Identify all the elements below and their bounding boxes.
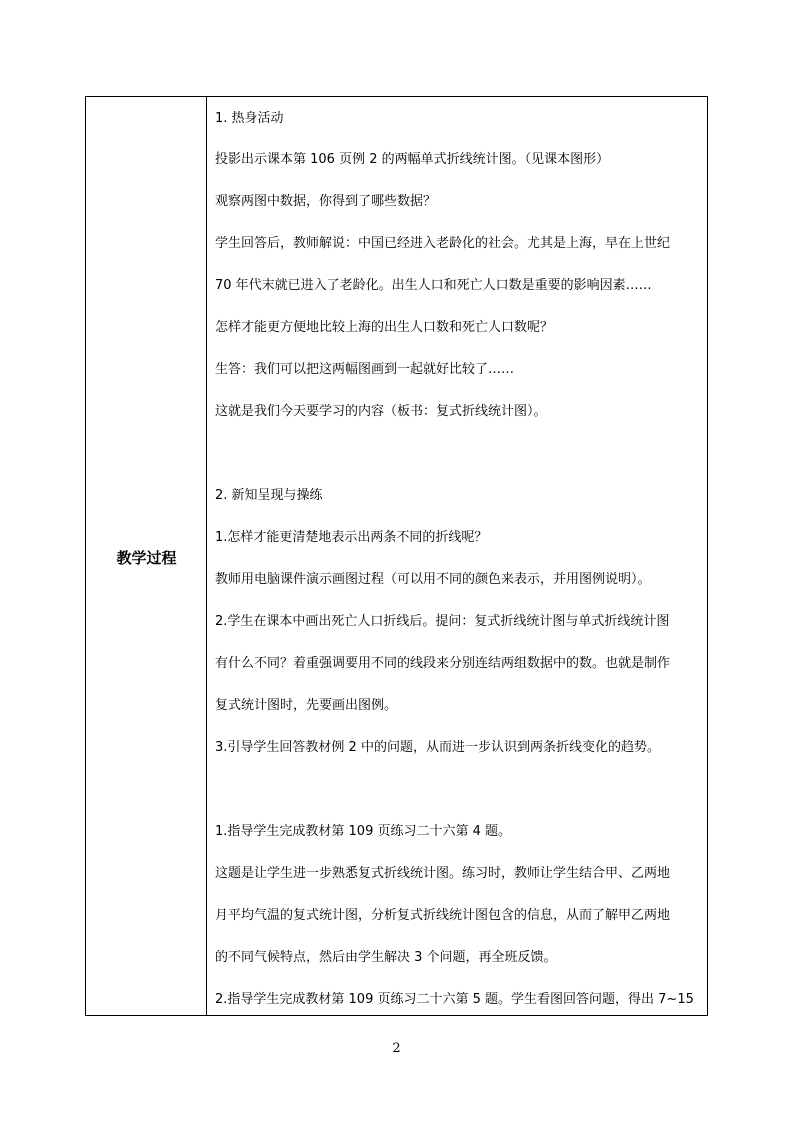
text-line: 月平均气温的复式统计图，分析复式折线统计图包含的信息，从而了解甲乙两地 bbox=[215, 908, 671, 923]
text-line: 3.引导学生回答教材例 2 中的问题，从而进一步认识到两条折线变化的趋势。 bbox=[215, 740, 660, 755]
text-line: 有什么不同？着重强调要用不同的线段来分别连结两组数据中的数。也就是制作 bbox=[215, 656, 671, 671]
text-line: 1.怎样才能更清楚地表示出两条不同的折线呢？ bbox=[215, 530, 488, 545]
text-line: 教师用电脑课件演示画图过程（可以用不同的颜色来表示，并用图例说明）。 bbox=[215, 572, 651, 587]
page-number: 2 bbox=[392, 1041, 401, 1056]
text-line: 的不同气候特点，然后由学生解决 3 个问题，再全班反馈。 bbox=[215, 950, 557, 965]
text-line: 学生回答后，教师解说：中国已经进入老龄化的社会。尤其是上海，早在上世纪 bbox=[215, 236, 671, 251]
text-line: 怎样才能更方便地比较上海的出生人口数和死亡人口数呢？ bbox=[215, 320, 554, 335]
new-knowledge-heading: 2. 新知呈现与操练 bbox=[215, 488, 323, 503]
section-label: 教学过程 bbox=[116, 549, 177, 567]
text-line: 复式统计图时，先要画出图例。 bbox=[215, 698, 398, 713]
text-line: 生答：我们可以把这两幅图画到一起就好比较了…… bbox=[215, 362, 515, 377]
text-line: 2.学生在课本中画出死亡人口折线后。提问：复式折线统计图与单式折线统计图 bbox=[215, 614, 670, 629]
text-line: 70 年代末就已进入了老龄化。出生人口和死亡人口数是重要的影响因素…… bbox=[215, 278, 652, 293]
text-line: 这题是让学生进一步熟悉复式折线统计图。练习时，教师让学生结合甲、乙两地 bbox=[215, 866, 671, 881]
text-line: 2.指导学生完成教材第 109 页练习二十六第 5 题。学生看图回答问题，得出 7~15 bbox=[215, 992, 694, 1007]
section-content-cell bbox=[207, 97, 707, 1015]
warmup-heading: 1. 热身活动 bbox=[215, 111, 284, 126]
text-line: 这就是我们今天要学习的内容（板书：复式折线统计图）。 bbox=[215, 404, 547, 419]
text-line: 观察两图中数据，你得到了哪些数据？ bbox=[215, 194, 437, 209]
lesson-plan-table bbox=[85, 96, 708, 1016]
text-line: 投影出示课本第 106 页例 2 的两幅单式折线统计图。（见课本图形） bbox=[215, 152, 610, 167]
text-line: 1.指导学生完成教材第 109 页练习二十六第 4 题。 bbox=[215, 824, 512, 839]
section-label-cell bbox=[86, 97, 207, 1015]
